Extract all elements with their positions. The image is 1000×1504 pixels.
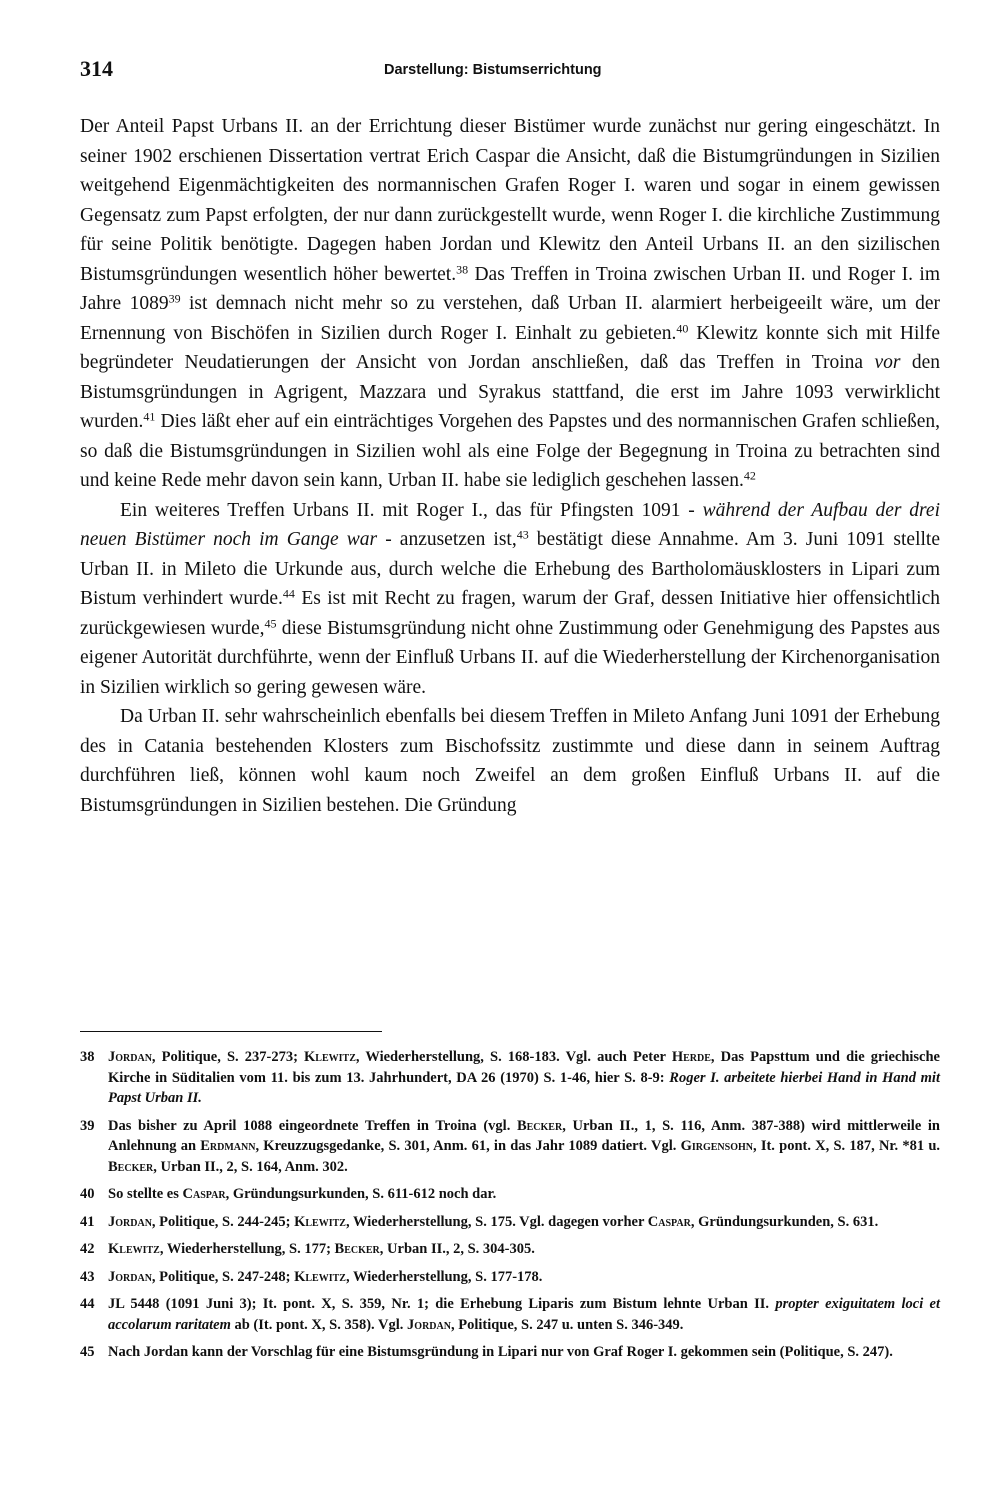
page-number: 314: [80, 56, 113, 81]
text-run: diese Bistumsgründung nicht ohne Zustimmung oder Genehmigung des Papstes aus eigener Autorität durchführte, wenn der Einfluß Urbans II. auf die Wiederherstellung der Kirchenorganisation in Sizilien wirklich so gering gewesen wäre.: [80, 617, 940, 698]
footnote-number: 44: [80, 1296, 95, 1312]
footnote-number: 41: [80, 1213, 95, 1230]
footnote-text: Jordan, Politique, S. 244-245; Klewitz, Wiederherstellung, S. 175. Vgl. dagegen vorher Caspar, Gründungsurkunden, S. 631.: [108, 1213, 879, 1230]
running-head: [80, 56, 940, 96]
text-run: Ein weiteres Treffen Urbans II. mit Roger I., das für Pfingsten 1091 -: [120, 499, 703, 521]
text-run: Da Urban II. sehr wahrscheinlich ebenfalls bei diesem Treffen in Mileto Anfang Juni 1091 der Erhebung des in Catania bestehenden Klosters zum Bischofssitz zustimmte und diese dann in seinem Auftrag durchführen ließ, können wohl kaum noch Zweifel an dem großen Einfluß Urbans II. auf die Bistumsgründungen in Sizilien bestehen. Die Gründung: [80, 706, 940, 816]
footnote-number: 45: [80, 1344, 95, 1360]
footnote-text: So stellte es Caspar, Gründungsurkunden, S. 611-612 noch dar.: [108, 1186, 497, 1202]
footnote-38: [80, 1047, 940, 1109]
footnotes: [80, 1047, 940, 1370]
text-run: Klewitz konnte sich mit Hilfe begründeter Neudatierungen der Ansicht von Jordan anschließen, daß das Treffen in Troina: [80, 322, 940, 373]
footnote-text: Klewitz, Wiederherstellung, S. 177; Becker, Urban II., 2, S. 304-305.: [108, 1241, 535, 1257]
footnote-39: [80, 1116, 940, 1178]
italic-run: vor: [874, 352, 901, 373]
footnote-ref-42[interactable]: 42: [743, 468, 756, 483]
footnote-number: 43: [80, 1268, 95, 1285]
footnote-ref-40[interactable]: 40: [676, 320, 689, 335]
footnote-number: 38: [80, 1049, 95, 1065]
footnote-ref-45[interactable]: 45: [264, 615, 277, 630]
footnote-ref-44[interactable]: 44: [282, 586, 295, 601]
footnote-ref-39[interactable]: 39: [168, 291, 181, 306]
footnote-number: 39: [80, 1117, 95, 1134]
footnote-number: 42: [80, 1241, 95, 1257]
text-run: Das Treffen in Troina zwischen Urban II. und Roger I. im Jahre 1089: [80, 263, 940, 314]
page: [80, 56, 940, 820]
footnote-ref-43[interactable]: 43: [516, 527, 529, 542]
footnote-text: Jordan, Politique, S. 247-248; Klewitz, Wiederherstellung, S. 177-178.: [108, 1268, 543, 1285]
footnote-text: Das bisher zu April 1088 eingeordnete Treffen in Troina (vgl. Becker, Urban II., 1, S. 116, Anm. 387-388) wird mittlerweile in Anlehnung an Erdmann, Kreuzzugsgedanke, S. 301, Anm. 61, in das Jahr 1089 datiert. Vgl. Girgensohn, It. pont. X, S. 187, Nr. *81 u. Becker, Urban II., 2, S. 164, Anm. 302.: [108, 1117, 941, 1175]
footnote-44: [80, 1294, 940, 1335]
footnote-42: [80, 1239, 940, 1260]
text-run: - anzusetzen ist,: [377, 529, 517, 550]
body-text: [80, 112, 940, 820]
text-run: ist demnach nicht mehr so zu verstehen, daß Urban II. alarmiert herbeigeeilt wäre, um der Ernennung von Bischöfen in Sizilien durch Roger I. Einhalt zu gebieten.: [80, 293, 940, 344]
italic-run: während der Aufbau der drei neuen Bistümer noch im Gange war: [80, 499, 940, 550]
footnote-ref-38[interactable]: 38: [456, 261, 469, 276]
footnote-number: 40: [80, 1186, 95, 1202]
text-run: bestätigt diese Annahme. Am 3. Juni 1091 stellte Urban II. in Mileto die Urkunde aus, durch welche die Erhebung des Bartholomäusklosters in Lipari zum Bistum verhindert wurde.: [80, 529, 940, 609]
text-run: den Bistumsgründungen in Agrigent, Mazzara und Syrakus stattfand, die erst im Jahre 1093 verwirklicht wurden.: [80, 352, 940, 432]
paragraph-3: [80, 702, 940, 820]
footnote-45: [80, 1342, 940, 1363]
text-run: Dies läßt eher auf ein einträchtiges Vorgehen des Papstes und des normannischen Grafen schließen, so daß die Bistumsgründungen in Sizilien wohl als eine Folge der Begegnung in Troina zu betrachten sind und keine Rede mehr davon sein kann, Urban II. habe sie lediglich geschehen lassen.: [80, 411, 940, 491]
text-run: Der Anteil Papst Urbans II. an der Errichtung dieser Bistümer wurde zunächst nur gering eingeschätzt. In seiner 1902 erschienen Dissertation vertrat Erich Caspar die Ansicht, daß die Bistumgründungen in Sizilien weitgehend Eigenmächtigkeiten des normannischen Grafen Roger I. waren und sogar in einem gewissen Gegensatz zum Papst erfolgten, der nur dann zurückgestellt wurde, wenn Roger I. die kirchliche Zustimmung für seine Politik benötigte. Dagegen haben Jordan und Klewitz den Anteil Urbans II. an den sizilischen Bistumsgründungen wesentlich höher bewertet.: [80, 116, 940, 285]
footnote-41: [80, 1212, 940, 1233]
footnote-ref-41[interactable]: 41: [143, 409, 156, 424]
text-run: Es ist mit Recht zu fragen, warum der Graf, dessen Initiative hier offensichtlich zurückgewiesen wurde,: [80, 588, 940, 639]
footnote-43: [80, 1267, 940, 1288]
footnote-separator: [80, 1031, 382, 1032]
footnote-40: [80, 1184, 940, 1205]
footnote-text: Nach Jordan kann der Vorschlag für eine Bistumsgründung in Lipari nur von Graf Roger I. gekommen sein (Politique, S. 247).: [108, 1344, 893, 1360]
paragraph-1: [80, 112, 940, 496]
paragraph-2: [80, 496, 940, 703]
running-title: Darstellung: Bistumserrichtung: [384, 62, 602, 78]
footnote-text: JL 5448 (1091 Juni 3); It. pont. X, S. 359, Nr. 1; die Erhebung Liparis zum Bistum lehnte Urban II. propter exiguitatem loci et accolarum raritatem ab (It. pont. X, S. 358). Vgl. Jordan, Politique, S. 247 u. unten S. 346-349.: [108, 1296, 941, 1333]
footnote-text: Jordan, Politique, S. 237-273; Klewitz, Wiederherstellung, S. 168-183. Vgl. auch Peter Herde, Das Papsttum und die griechische Kirche in Süditalien vom 11. bis zum 13. Jahrhundert, DA 26 (1970) S. 1-46, hier S. 8-9: Roger I. arbeitete hierbei Hand in Hand mit Papst Urban II.: [108, 1049, 940, 1106]
